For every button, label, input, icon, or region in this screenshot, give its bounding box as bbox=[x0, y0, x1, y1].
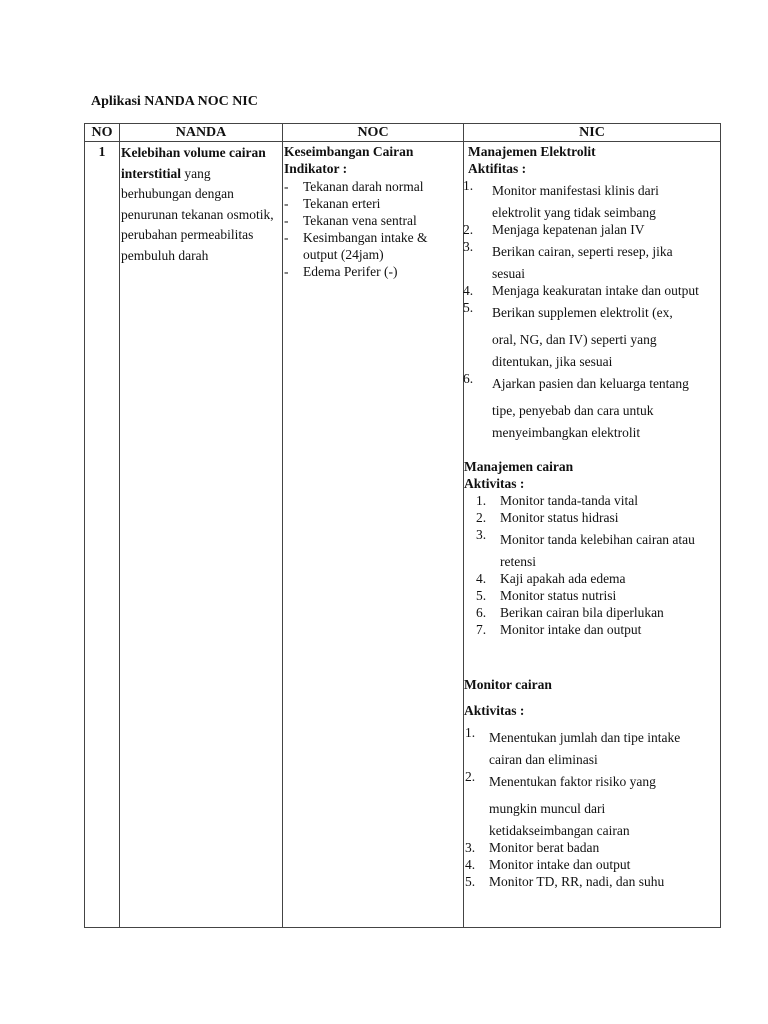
list-number: 5. bbox=[463, 300, 474, 315]
activity-text: Berikan cairan bila diperlukan bbox=[500, 605, 664, 620]
list-number: 1. bbox=[463, 178, 474, 193]
activity-text: Monitor manifestasi klinis dari bbox=[492, 183, 659, 198]
activity-text: ditentukan, jika sesuai bbox=[492, 354, 613, 369]
activity-text: oral, NG, dan IV) seperti yang bbox=[492, 332, 657, 347]
list-number: 7. bbox=[476, 622, 487, 637]
list-number: 2. bbox=[476, 510, 487, 525]
nic-activity-item bbox=[464, 509, 720, 526]
nic-activity-list bbox=[464, 724, 720, 890]
nic-activity-item bbox=[464, 492, 720, 509]
list-number: 3. bbox=[476, 527, 487, 542]
nic-activity-item bbox=[464, 839, 720, 856]
nic-activity-item bbox=[464, 856, 720, 873]
cell-nanda bbox=[120, 142, 283, 928]
activity-text: retensi bbox=[500, 554, 536, 569]
header-nic: NIC bbox=[464, 124, 721, 142]
nic-section-monitor-cairan bbox=[464, 672, 720, 890]
activity-text: Monitor intake dan output bbox=[500, 622, 642, 637]
list-number: 6. bbox=[476, 605, 487, 620]
activity-text: Berikan cairan, seperti resep, jika bbox=[492, 244, 673, 259]
noc-indicator-item: - Tekanan vena sentral bbox=[283, 212, 463, 229]
cell-nic bbox=[464, 142, 721, 928]
nic-activity-item bbox=[464, 604, 720, 621]
nic-section-subtitle: Aktivitas : bbox=[464, 476, 525, 491]
noc-indicator-item: - Edema Perifer (-) bbox=[283, 263, 463, 280]
activity-text: Menentukan jumlah dan tipe intake bbox=[489, 730, 681, 745]
nanda-diagnosis-rest: yang berhubungan dengan penurunan tekanan osmotik, perubahan permeabilitas pembuluh darah bbox=[121, 165, 274, 263]
nic-section-subtitle: Aktivitas : bbox=[464, 703, 525, 718]
nanda-diagnosis bbox=[120, 142, 282, 266]
activity-text: Menjaga kepatenan jalan IV bbox=[492, 222, 645, 237]
noc-title: Keseimbangan Cairan bbox=[284, 144, 414, 159]
activity-text: Berikan supplemen elektrolit (ex, bbox=[492, 305, 673, 320]
nic-activity-item bbox=[464, 768, 720, 839]
activity-text: Menjaga keakuratan intake dan output bbox=[492, 283, 699, 298]
nic-section-title: Manajemen cairan bbox=[464, 459, 574, 474]
list-number: 5. bbox=[476, 588, 487, 603]
list-number: 4. bbox=[465, 857, 476, 872]
list-number: 1. bbox=[476, 493, 487, 508]
nanda-noc-nic-table bbox=[84, 123, 721, 928]
nic-activity-item bbox=[463, 221, 720, 238]
nic-activity-item bbox=[463, 177, 720, 221]
nic-section-subtitle: Aktifitas : bbox=[468, 161, 527, 176]
activity-text: cairan dan eliminasi bbox=[489, 752, 598, 767]
activity-text: Monitor tanda-tanda vital bbox=[500, 493, 638, 508]
nic-section-title: Manajemen Elektrolit bbox=[468, 144, 596, 159]
activity-text: mungkin muncul dari bbox=[489, 801, 606, 816]
nic-section-manajemen-cairan bbox=[464, 458, 720, 638]
activity-text: Kaji apakah ada edema bbox=[500, 571, 626, 586]
activity-text: ketidakseimbangan cairan bbox=[489, 823, 630, 838]
activity-text: Monitor intake dan output bbox=[489, 857, 631, 872]
activity-text: Menentukan faktor risiko yang bbox=[489, 774, 656, 789]
noc-indicator-item: - Tekanan erteri bbox=[283, 195, 463, 212]
noc-indicator-item: - Tekanan darah normal bbox=[283, 178, 463, 195]
table-header-row bbox=[85, 124, 721, 142]
activity-text: Ajarkan pasien dan keluarga tentang bbox=[492, 376, 689, 391]
nic-activity-item bbox=[464, 526, 720, 570]
cell-no bbox=[85, 142, 120, 928]
nic-activity-list bbox=[464, 492, 720, 638]
noc-indicator-list bbox=[283, 178, 463, 280]
list-number: 3. bbox=[465, 840, 476, 855]
nic-activity-item bbox=[463, 370, 720, 441]
activity-text: tipe, penyebab dan cara untuk bbox=[492, 403, 654, 418]
header-no: NO bbox=[85, 124, 120, 142]
list-number: 4. bbox=[476, 571, 487, 586]
row-number: 1 bbox=[98, 144, 106, 159]
list-number: 1. bbox=[465, 725, 476, 740]
list-number: 2. bbox=[463, 222, 474, 237]
list-number: 6. bbox=[463, 371, 474, 386]
noc-indicator-item: - Kesimbangan intake & output (24jam) bbox=[283, 229, 463, 263]
nic-activity-item bbox=[464, 621, 720, 638]
list-number: 5. bbox=[465, 874, 476, 889]
nic-activity-item bbox=[464, 570, 720, 587]
nic-activity-item bbox=[464, 873, 720, 890]
nic-activity-item bbox=[463, 238, 720, 282]
activity-text: Monitor TD, RR, nadi, dan suhu bbox=[489, 874, 665, 889]
activity-text: Monitor berat badan bbox=[489, 840, 600, 855]
table-row bbox=[85, 142, 721, 928]
document-title: Aplikasi NANDA NOC NIC bbox=[91, 94, 258, 109]
activity-text: Monitor status nutrisi bbox=[500, 588, 617, 603]
header-nanda: NANDA bbox=[120, 124, 283, 142]
list-number: 3. bbox=[463, 239, 474, 254]
activity-text: sesuai bbox=[492, 266, 525, 281]
nanda-diagnosis-bold: Kelebihan volume cairan interstitial bbox=[121, 145, 266, 181]
activity-text: menyeimbangkan elektrolit bbox=[492, 425, 641, 440]
nic-activity-item bbox=[463, 299, 720, 370]
list-number: 4. bbox=[463, 283, 474, 298]
nic-section-title: Monitor cairan bbox=[464, 677, 552, 692]
cell-noc bbox=[283, 142, 464, 928]
header-noc: NOC bbox=[283, 124, 464, 142]
nic-activity-list bbox=[463, 177, 720, 441]
nic-activity-item bbox=[464, 724, 720, 768]
list-number: 2. bbox=[465, 769, 476, 784]
noc-subtitle: Indikator : bbox=[284, 161, 348, 176]
nic-activity-item bbox=[464, 587, 720, 604]
activity-text: elektrolit yang tidak seimbang bbox=[492, 205, 656, 220]
activity-text: Monitor tanda kelebihan cairan atau bbox=[500, 532, 695, 547]
activity-text: Monitor status hidrasi bbox=[500, 510, 619, 525]
nic-section-elektrolit bbox=[464, 142, 720, 441]
nic-activity-item bbox=[463, 282, 720, 299]
